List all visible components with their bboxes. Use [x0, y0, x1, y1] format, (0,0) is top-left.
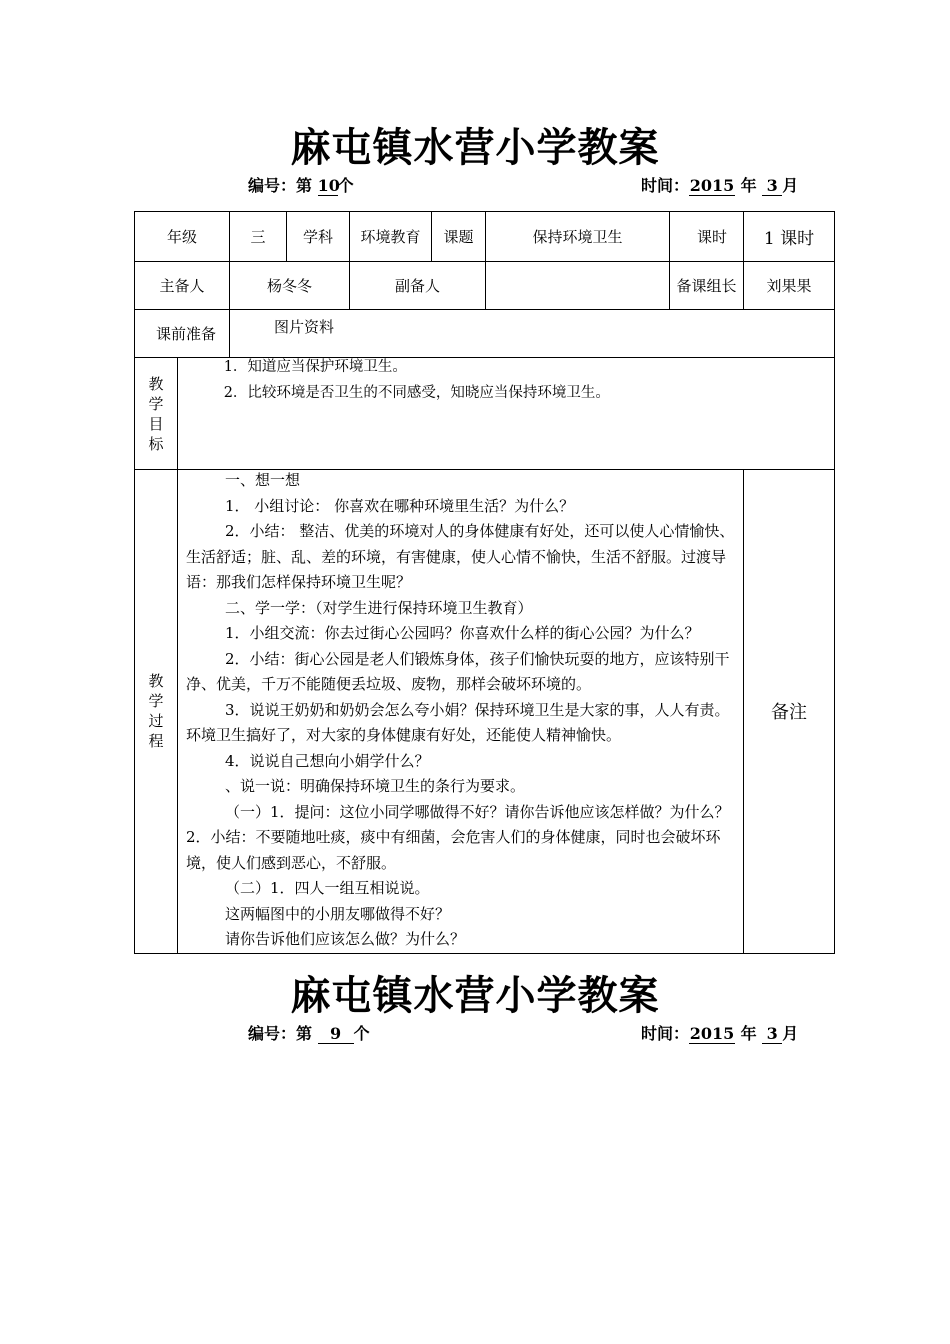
process-label [135, 470, 178, 954]
lesson-plan-table [134, 211, 835, 954]
hours-value: 1 课时 [744, 212, 835, 262]
month-value: 3 [762, 177, 782, 196]
month-unit: 月 [782, 1024, 799, 1043]
deputy-preparer-value [486, 262, 670, 310]
row-basic-info [135, 212, 835, 262]
subject-label: 学科 [287, 212, 350, 262]
month-value: 3 [762, 1025, 782, 1044]
process-line: 1．小组交流：你去过街心公园吗？你喜欢什么样的街心公园？为什么？ [225, 624, 700, 642]
deputy-preparer-label: 副备人 [350, 262, 486, 310]
page-title: 麻屯镇水营小学教案 [290, 973, 660, 1019]
month-unit: 月 [782, 176, 799, 195]
year-value: 2015 [689, 176, 735, 195]
process-line: （二）1．四人一组互相说说。 [225, 879, 430, 897]
process-label-text: 教学过程 [148, 672, 164, 751]
goal-item: 2．比较环境是否卫生的不同感受，知晓应当保持环境卫生。 [223, 385, 610, 401]
goals-content [178, 358, 835, 470]
process-line: （一）1．提问：这位小同学哪做得不好？请你告诉他应该怎样做？为什么？ 2．小结：不要随地吐痰，痰中有细菌，会危害人们的身体健康，同时也会破坏环境，使人们感到恶心，不舒服。 [186, 802, 730, 872]
process-line: 请你告诉他们应该怎么做？为什么？ [225, 930, 466, 948]
topic-label: 课题 [432, 212, 486, 262]
number-label: 编号： [248, 176, 297, 195]
number-label: 编号： [248, 1024, 297, 1043]
row-teaching-process [135, 470, 835, 954]
process-line: 2．小结：街心公园是老人们锻炼身体，孩子们愉快玩耍的地方，应该特别干净、优美，千万不能随便丢垃圾、废物，那样会破坏环境的。 [186, 649, 730, 693]
grade-value: 三 [230, 212, 287, 262]
topic-value: 保持环境卫生 [486, 212, 670, 262]
goals-label [135, 358, 178, 470]
lead-preparer-value: 杨冬冬 [230, 262, 350, 310]
row-preparation [135, 310, 835, 358]
number-prefix: 第 [296, 1024, 313, 1043]
number-value: 10 [317, 176, 340, 195]
page-title: 麻屯镇水营小学教案 [290, 125, 660, 171]
process-line: 这两幅图中的小朋友哪做得不好？ [225, 904, 451, 923]
lesson-number [248, 1024, 370, 1044]
lesson-number [248, 176, 354, 196]
process-line: 二、学一学：（对学生进行保持环境卫生教育） [225, 598, 533, 617]
time-label: 时间： [641, 1024, 690, 1043]
time-label: 时间： [641, 176, 690, 195]
process-line: 一、想一想 [225, 471, 301, 489]
grade-label: 年级 [135, 212, 230, 262]
year-unit: 年 [740, 1024, 757, 1043]
lead-preparer-label: 主备人 [135, 262, 230, 310]
row-preparers [135, 262, 835, 310]
goal-item: 1．知道应当保护环境卫生。 [223, 359, 407, 375]
number-value: 9 [318, 1025, 354, 1044]
process-line: 、说一说：明确保持环境卫生的条行为要求。 [225, 777, 526, 795]
process-line: 4．说说自己想向小娟学什么？ [225, 751, 430, 770]
year-unit: 年 [740, 176, 757, 195]
goals-label-text: 教学目标 [148, 374, 164, 453]
year-value: 2015 [689, 1024, 735, 1043]
preparation-value: 图片资料 [230, 310, 835, 358]
process-line: 1． 小组讨论： 你喜欢在哪种环境里生活？为什么？ [225, 496, 575, 515]
number-suffix: 个 [353, 1024, 370, 1043]
process-content [178, 470, 744, 954]
process-line: 2．小结： 整洁、优美的环境对人的身体健康有好处，还可以使人心情愉快、生活舒适；脏、乱、差的环境，有害健康，使人心情不愉快，生活不舒服。过渡导语：那我们怎样保持环境卫生呢？ [186, 522, 735, 591]
preparation-label: 课前准备 [135, 310, 230, 358]
hours-label: 课时 [670, 212, 744, 262]
lesson-date [641, 1024, 798, 1044]
subject-value: 环境教育 [350, 212, 432, 262]
group-leader-label: 备课组长 [670, 262, 744, 310]
number-suffix: 个 [337, 176, 354, 195]
lesson-date [641, 176, 798, 196]
process-line: 3．说说王奶奶和奶奶会怎么夸小娟？保持环境卫生是大家的事，人人有责。环境卫生搞好了，对大家的身体健康有好处，还能使人精神愉快。 [186, 700, 730, 744]
group-leader-value: 刘果果 [744, 262, 835, 310]
row-teaching-goals [135, 358, 835, 470]
number-prefix: 第 [296, 176, 313, 195]
remark-label: 备注 [744, 470, 835, 954]
